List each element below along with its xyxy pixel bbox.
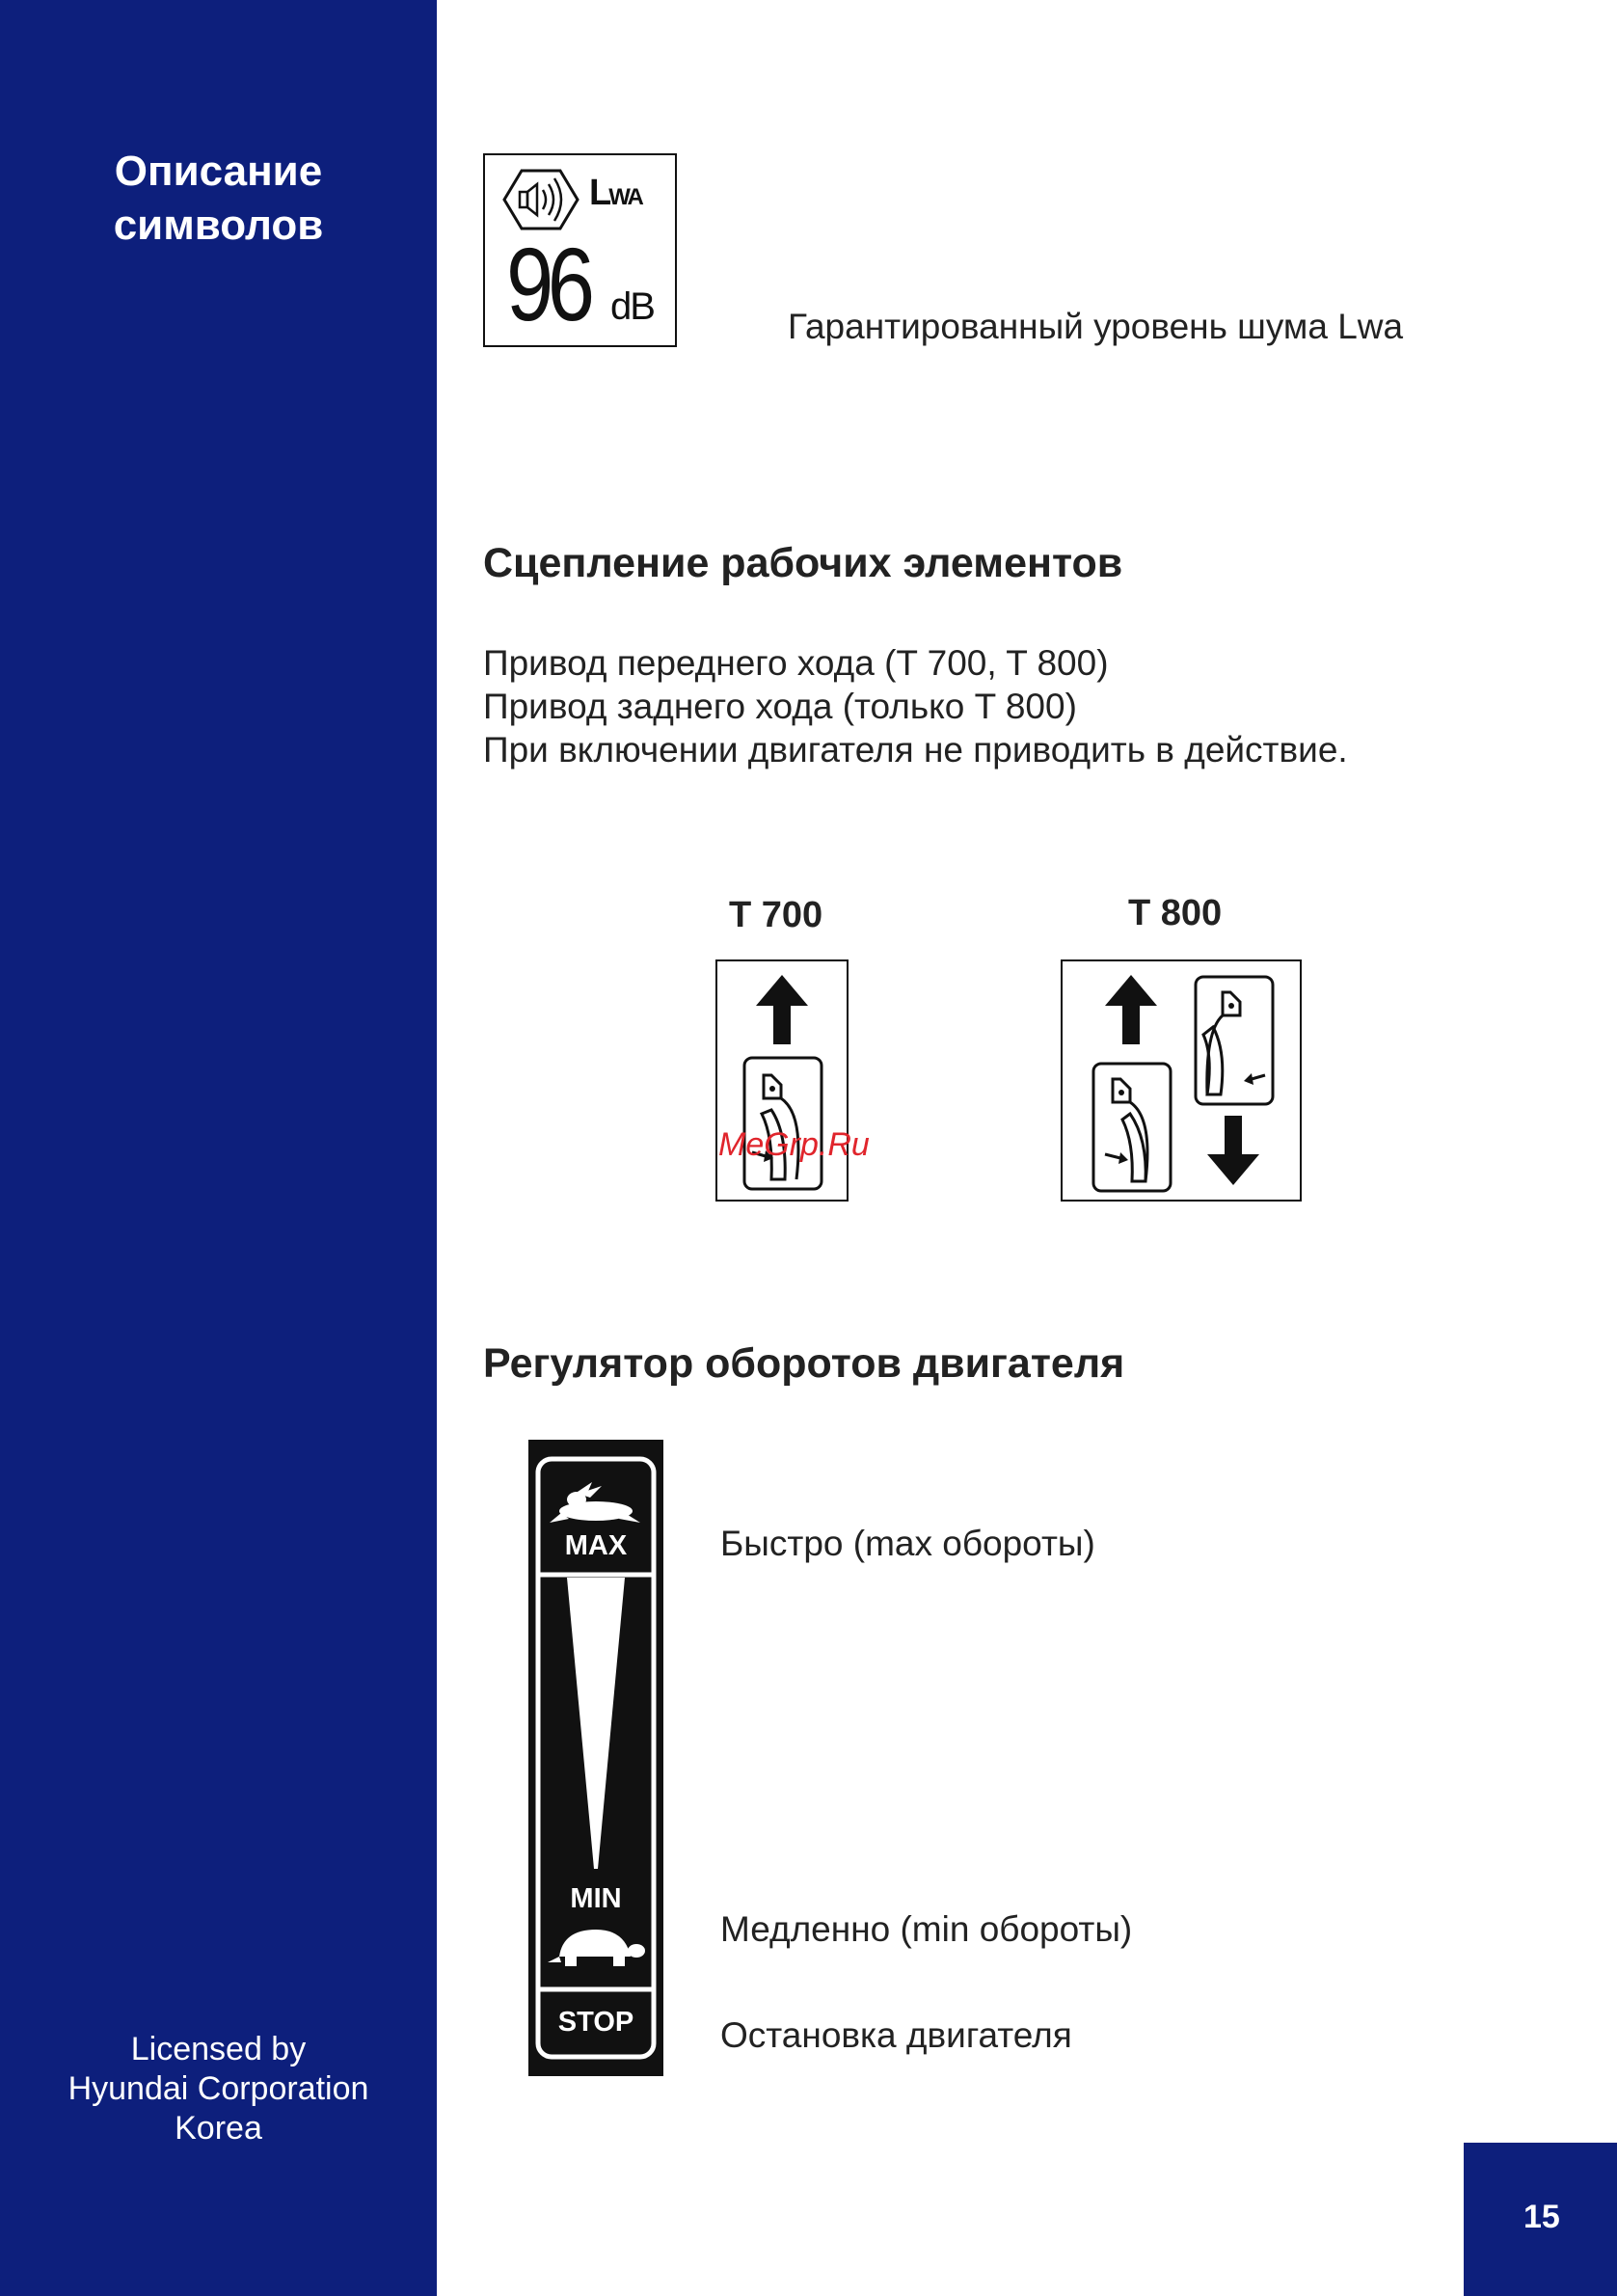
forward-arrow-icon (1105, 975, 1157, 1044)
handle-lever-icon (1194, 975, 1275, 1106)
rabbit-icon (548, 1480, 644, 1525)
reverse-arrow-icon (1207, 1116, 1259, 1185)
watermark: MeGrp.Ru (718, 1126, 870, 1163)
license-line3: Korea (175, 2110, 262, 2147)
throttle-symbol (528, 1440, 663, 2076)
coupling-line-1: Привод переднего хода (T 700, T 800) (483, 643, 1109, 683)
coupling-heading: Сцепление рабочих элементов (483, 540, 1123, 586)
page-number-box (1464, 2143, 1617, 2296)
page-number: 15 (1523, 2199, 1560, 2235)
noise-description: Гарантированный уровень шума Lwa (788, 307, 1404, 346)
license-text (0, 2030, 437, 2148)
fast-description: Быстро (max обороты) (720, 1524, 1095, 1563)
throttle-heading: Регулятор оборотов двигателя (483, 1340, 1125, 1387)
noise-unit: dB (610, 285, 654, 328)
t800-symbol (1061, 959, 1302, 1202)
handle-lever-icon (742, 1056, 823, 1191)
lwa-label: LWA (589, 173, 642, 213)
section-title (0, 145, 437, 253)
stop-description: Остановка двигателя (720, 2015, 1072, 2055)
sidebar (0, 0, 437, 2296)
section-title-line2: символов (113, 202, 324, 249)
model-label-t700: T 700 (729, 895, 823, 935)
noise-value: 96 (506, 226, 589, 342)
slow-description: Медленно (min обороты) (720, 1909, 1133, 1949)
turtle-icon (546, 1922, 646, 1972)
handle-lever-icon (1091, 1062, 1172, 1193)
speaker-icon (502, 167, 579, 232)
stop-label: STOP (557, 2007, 634, 2038)
forward-arrow-icon (756, 975, 808, 1044)
coupling-line-2: Привод заднего хода (только T 800) (483, 687, 1077, 726)
min-label: MIN (570, 1883, 622, 1914)
max-label: MAX (564, 1530, 628, 1561)
license-line1: Licensed by (130, 2031, 307, 2067)
license-line2: Hyundai Corporation (67, 2070, 369, 2107)
section-title-line1: Описание (114, 148, 323, 195)
noise-level-symbol (483, 153, 677, 347)
coupling-text (483, 641, 1348, 771)
model-label-t800: T 800 (1128, 893, 1223, 933)
coupling-line-3: При включении двигателя не приводить в действие. (483, 730, 1348, 770)
t700-symbol (715, 959, 849, 1202)
